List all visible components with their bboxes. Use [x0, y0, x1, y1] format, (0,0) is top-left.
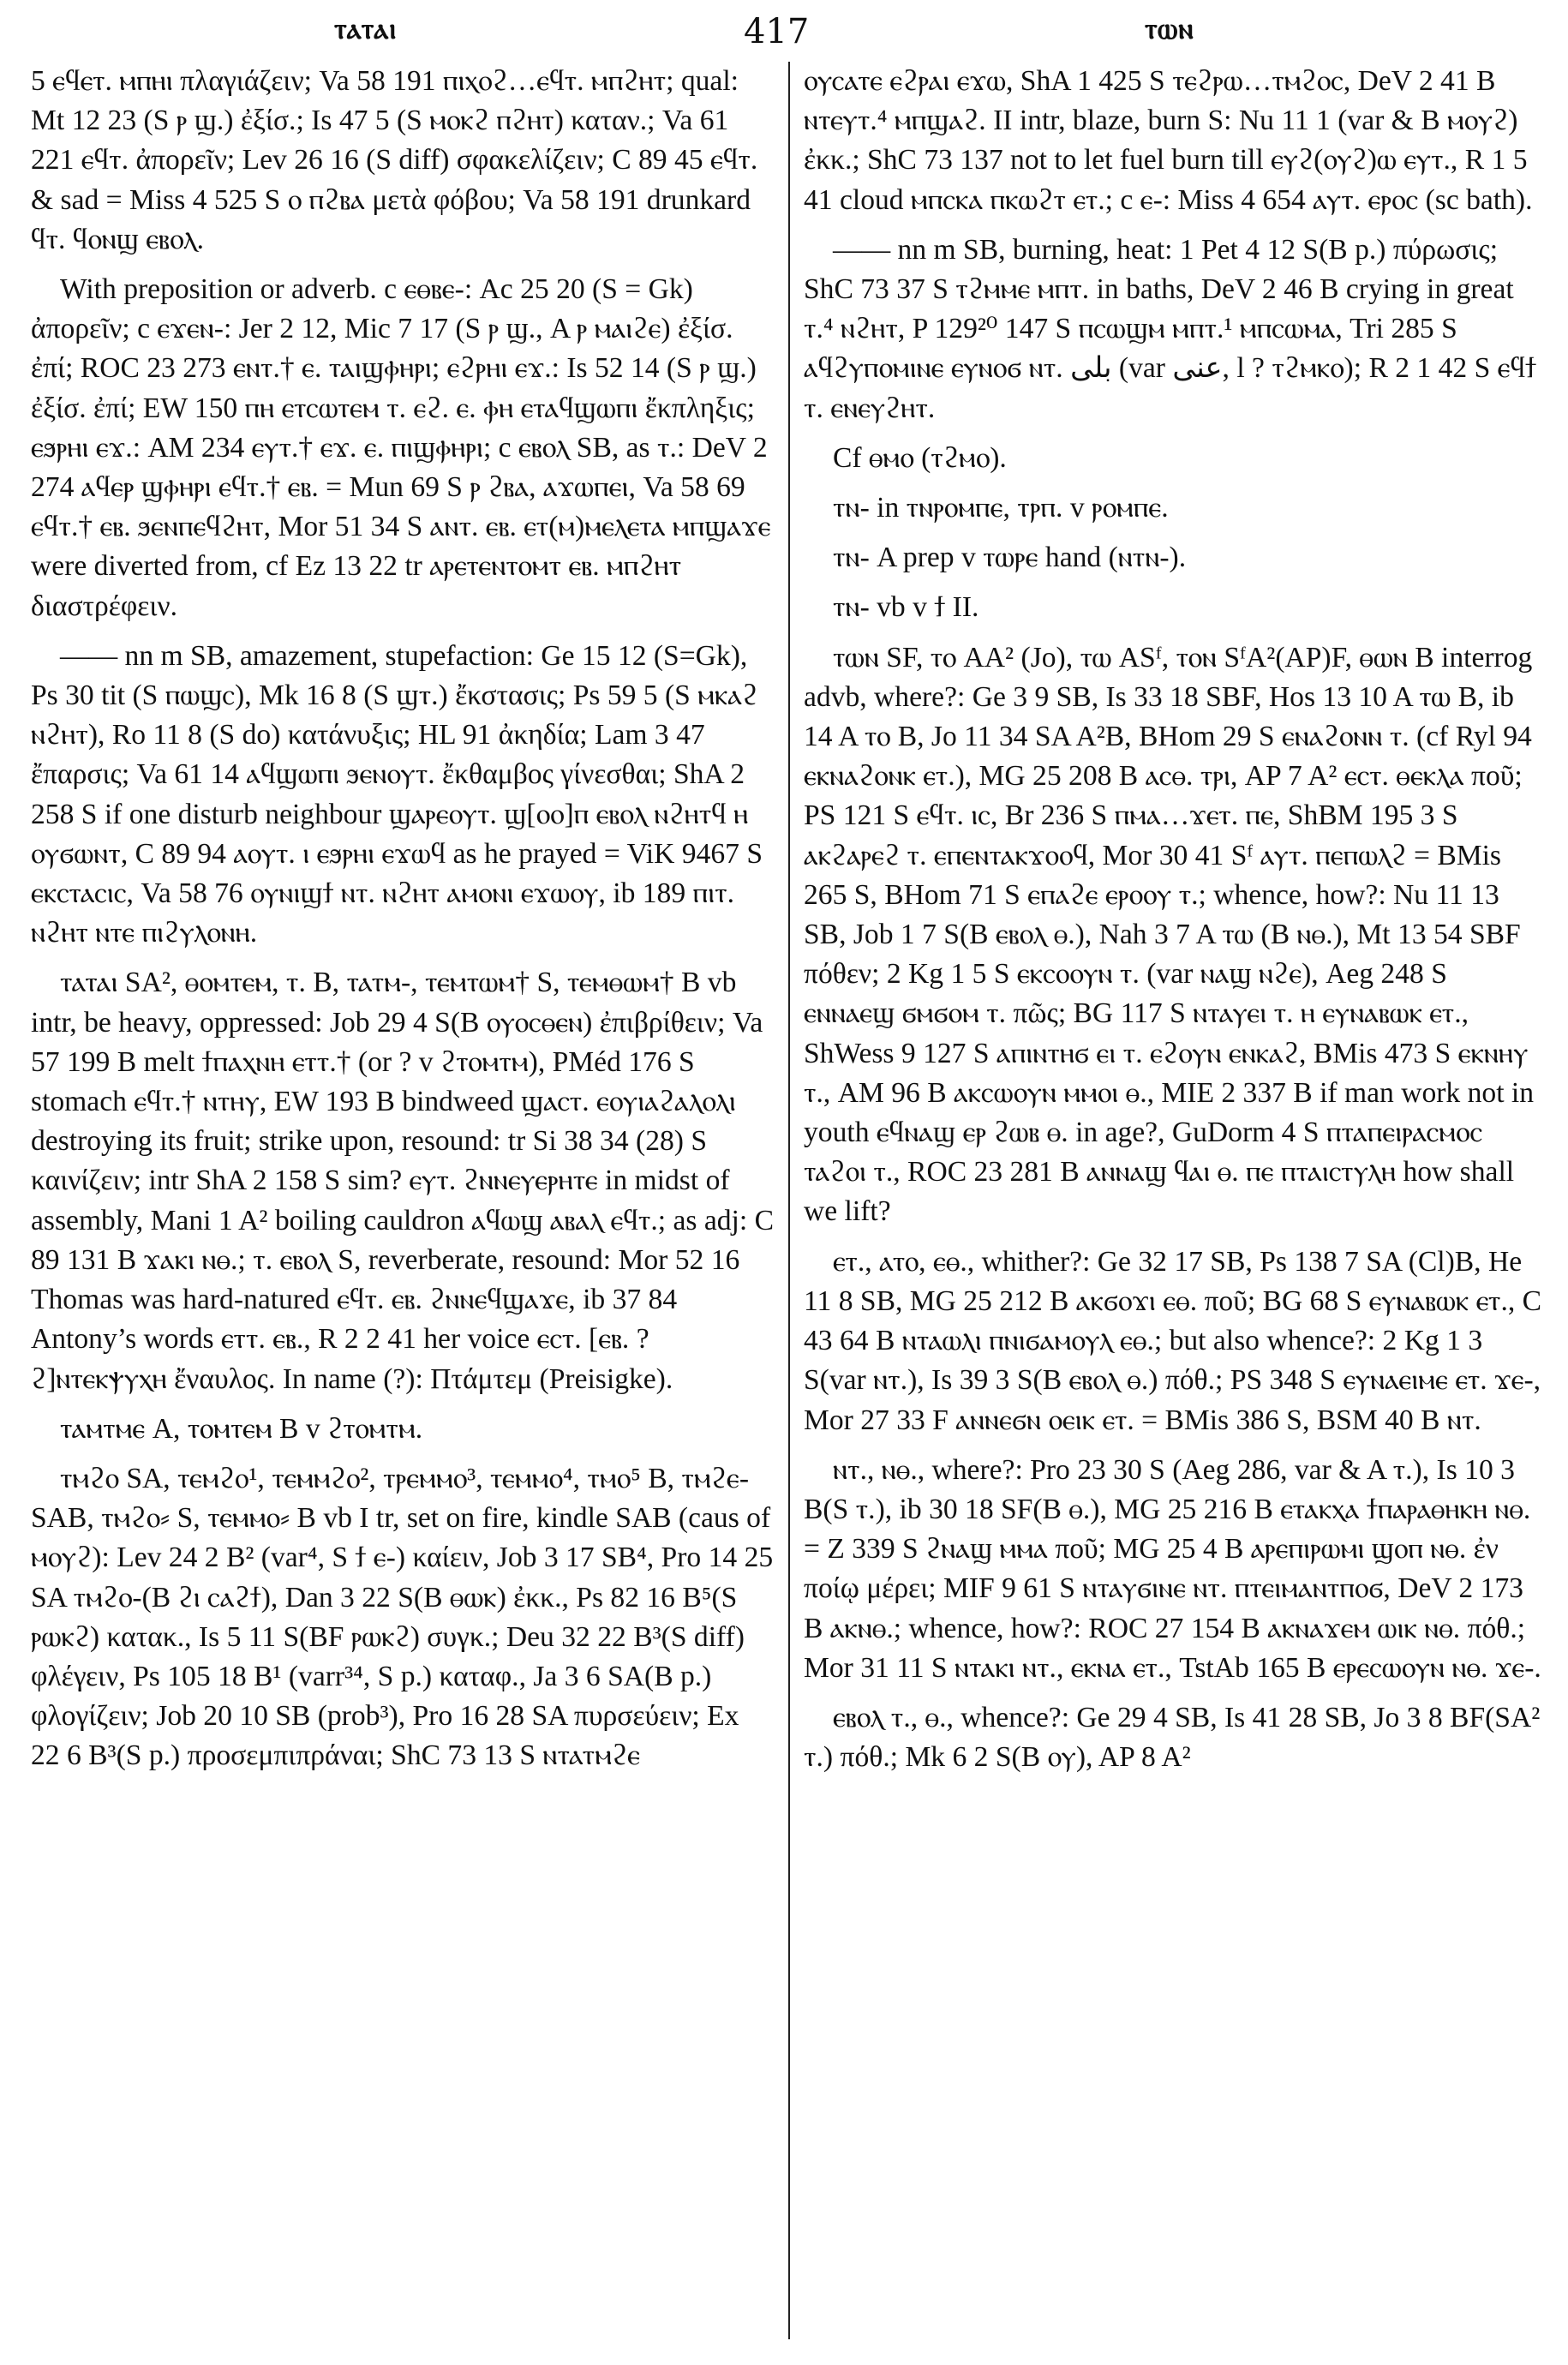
entry-paragraph: 5 ⲉϥⲉⲧ. ⲙⲡⲏⲓ πλαγιάζειν; Va 58 191 ⲡⲓⲭⲟϩ…ⲉϥⲧ. ⲙⲡϩⲏⲧ; qual: Mt 12 23 (S ⲣ ϣ.) ἐξίσ.; Is 47 5 (S ⲙⲟⲕϩ ⲡϩⲏⲧ) καταν.; Va 61 221 ⲉϥⲧ. ἀπορεῖν; Lev 26 16 (S diff) σφακελίζειν; C 89 45 ⲉϥⲧ. & sad = Miss 4 525 S ⲟ ⲡϩⲃⲁ μετὰ φόβου; Va 58 191 drunkard ϥⲧ. ϥⲟⲛϣ ⲉⲃⲟⲗ. [31, 65, 758, 255]
entry-paragraph: ⲧⲛ- vb v ϯ II. [833, 591, 979, 624]
entry-paragraph: ⲧⲁⲙⲧⲙⲉ A, ⲧⲟⲙⲧⲉⲙ B v ϩⲧⲟⲙⲧⲙ. [60, 1412, 423, 1445]
entry-paragraph: ⲧⲱⲛ SF, ⲧⲟ AA² (Jo), ⲧⲱ ASᶠ, ⲧⲟⲛ SᶠA²(AP)F, ⲑⲱⲛ B interrog advb, where?: Ge 3 9 SB, Is 33 18 SBF, Hos 13 10 A ⲧⲱ B, ib 14 A ⲧⲟ B, Jo 11 34 SA A²B, BHom 29 S ⲉⲛⲁϩⲟⲛⲛ ⲧ. (cf Ryl 94 ⲉⲕⲛⲁϩⲟⲛⲕ ⲉⲧ.), MG 25 208 B ⲁⲥⲑ. ⲧⲣⲓ, AP 7 A² ⲉⲥⲧ. ⲑⲉⲕⲗⲁ ποῦ; PS 121 S ⲉϥⲧ. ⲓⲥ, Br 236 S ⲡⲙⲁ…ϫⲉⲧ. ⲡⲉ, ShBM 195 3 S ⲁⲕϩⲁⲣⲉϩ ⲧ. ⲉⲡⲉⲛⲧⲁⲕϫⲟⲟϥ, Mor 30 41 Sᶠ ⲁⲩⲧ. ⲡⲉⲡⲱⲗϩ = BMis 265 S, BHom 71 S ⲉⲡⲁϩⲉ ⲉⲣⲟⲟⲩ ⲧ.; whence, how?: Nu 11 13 SB, Job 1 7 S(B ⲉⲃⲟⲗ ⲑ.), Nah 3 7 A ⲧⲱ (B ⲛⲑ.), Mt 13 54 SBF πόθεν; 2 Kg 1 5 S ⲉⲕⲥⲟⲟⲩⲛ ⲧ. (var ⲛⲁϣ ⲛϩⲉ), Aeg 248 S ⲉⲛⲛⲁⲉϣ ϭⲙϭⲟⲙ ⲧ. πῶς; BG 117 S ⲛⲧⲁⲩⲉⲓ ⲧ. ⲏ ⲉⲩⲛⲁⲃⲱⲕ ⲉⲧ., ShWess 9 127 S ⲁⲡⲓⲛⲧⲏϭ ⲉⲓ ⲧ. ⲉϩⲟⲩⲛ ⲉⲛⲕⲁϩ, BMis 473 S ⲉⲕⲛⲏⲩ ⲧ., AM 96 B ⲁⲕⲥⲱⲟⲩⲛ ⲙⲙⲟⲓ ⲑ., MIE 2 337 B if man work not in youth ⲉϥⲛⲁϣ ⲉⲣ ϩⲱⲃ ⲑ. in age?, GuDorm 4 S ⲡⲧⲁⲡⲉⲓⲣⲁⲥⲙⲟⲥ ⲧⲁϩⲟⲓ ⲧ., ROC 23 281 B ⲁⲛⲛⲁϣ ϥⲁⲓ ⲑ. ⲡⲉ ⲡⲧⲁⲓⲥⲧⲩⲗⲏ how shall we lift? [804, 641, 1535, 1228]
entry-paragraph: —— nn m SB, burning, heat: 1 Pet 4 12 S(B p.) πύρωσις; ShC 73 37 S ⲧϩⲙⲙⲉ ⲙⲡⲧ. in baths, DeV 2 46 B crying in great ⲧ.⁴ ⲛϩⲏⲧ, P 129²⁰ 147 S ⲡⲥⲱϣⲙ ⲙⲡⲧ.¹ ⲙⲡⲥⲱⲙⲁ, Tri 285 S ⲁϥϩⲩⲡⲟⲙⲓⲛⲉ ⲉⲩⲛⲟϭ ⲛⲧ. بلى (var عنى, l ? ⲧϩⲙⲕⲟ); R 2 1 42 S ⲉϥϯ ⲧ. ⲉⲛⲉⲩϩⲏⲧ. [804, 233, 1537, 424]
entry-paragraph: ⲟⲩⲥⲁⲧⲉ ⲉϩⲣⲁⲓ ⲉϫⲱ, ShA 1 425 S ⲧⲉϩⲣⲱ…ⲧⲙϩⲟⲥ, DeV 2 41 B ⲛⲧⲉⲩⲧ.⁴ ⲙⲡϣⲁϩ. II intr, blaze, burn S: Nu 11 1 (var & B ⲙⲟⲩϩ) ἐκκ.; ShC 73 137 not to let fuel burn till ⲉⲩϩ(ⲟⲩϩ)ⲱ ⲉⲩⲧ., R 1 5 41 cloud ⲙⲡⲥⲕⲁ ⲡⲕⲱϩⲧ ⲉⲧ.; c ⲉ-: Miss 4 654 ⲁⲩⲧ. ⲉⲣⲟⲥ (sc bath). [804, 65, 1533, 216]
entry-paragraph: —— nn m SB, amazement, stupefaction: Ge 15 12 (S=Gk), Ps 30 tit (S ⲡⲱϣⲥ), Mk 16 8 (S ϣⲧ.) ἔκστασις; Ps 59 5 (S ⲙⲕⲁϩ ⲛϩⲏⲧ), Ro 11 8 (S do) κατάνυξις; HL 91 ἀκηδία; Lam 3 47 ἔπαρσις; Va 61 14 ⲁϥϣⲱⲡⲓ ϧⲉⲛⲟⲩⲧ. ἔκθαμβος γίνεσθαι; ShA 2 258 S if one disturb neighbour ϣⲁⲣⲉⲟⲩⲧ. ϣ[ⲟⲟ]ⲡ ⲉⲃⲟⲗ ⲛϩⲏⲧϥ ⲏ ⲟⲩϭⲱⲛⲧ, C 89 94 ⲁⲟⲩⲧ. ⲓ ⲉϧⲣⲏⲓ ⲉϫⲱϥ as he prayed = ViK 9467 S ⲉⲕⲥⲧⲁⲥⲓⲥ, Va 58 76 ⲟⲩⲛⲓϣϯ ⲛⲧ. ⲛϩⲏⲧ ⲁⲙⲟⲛⲓ ⲉϫⲱⲟⲩ, ib 189 ⲡⲓⲧ. ⲛϩⲏⲧ ⲛⲧⲉ ⲡⲓϩⲩⲗⲟⲛⲏ. [31, 639, 763, 949]
entry-paragraph: ⲧⲁⲧⲁⲓ SA², ⲑⲟⲙⲧⲉⲙ, ⲧ. B, ⲧⲁⲧⲙ-, ⲧⲉⲙⲧⲱⲙ† S, ⲧⲉⲙⲑⲱⲙ† B vb intr, be heavy, oppressed: Job 29 4 S(B ⲟⲩⲟⲥⲑⲉⲛ) ἐπιβρίθειν; Va 57 199 B melt ϯⲡⲁⲭⲛⲏ ⲉⲧⲧ.† (or ? v ϩⲧⲟⲙⲧⲙ), PMéd 176 S stomach ⲉϥⲧ.† ⲛⲧⲏⲩ, EW 193 B bindweed ϣⲁⲥⲧ. ⲉⲟⲩⲓⲁϩⲁⲗⲟⲗⲓ destroying its fruit; strike upon, resound: tr Si 38 34 (28) S καινίζειν; intr ShA 2 158 S sim? ⲉⲩⲧ. ϩⲛⲛⲉⲩⲉⲣⲏⲧⲉ in midst of assembly, Mani 1 A² boiling cauldron ⲁϥⲱϣ ⲁⲃⲁⲗ ⲉϥⲧ.; as adj: C 89 131 B ϫⲁⲕⲓ ⲛⲑ.; ⲧ. ⲉⲃⲟⲗ S, reverberate, resound: Mor 52 16 Thomas was hard-natured ⲉϥⲧ. ⲉⲃ. ϩⲛⲛⲉϥϣⲁϫⲉ, ib 37 84 Antony’s words ⲉⲧⲧ. ⲉⲃ., R 2 2 41 her voice ⲉⲥⲧ. [ⲉⲃ. ? ϩ]ⲛⲧⲉⲕⲯⲩⲭⲏ ἔναυλος. In name (?): Πτάμτεμ (Preisigke). [31, 967, 775, 1395]
entry-paragraph: ⲧⲙϩⲟ SA, ⲧⲉⲙϩⲟ¹, ⲧⲉⲙⲙϩⲟ², ⲧⲣⲉⲙⲙⲟ³, ⲧⲉⲙⲙⲟ⁴, ⲧⲙⲟ⁵ B, ⲧⲙϩⲉ- SAB, ⲧⲙϩⲟ⸗ S, ⲧⲉⲙⲙⲟ⸗ B vb I tr, set on fire, kindle SAB (caus of ⲙⲟⲩϩ): Lev 24 2 B² (var⁴, S ϯ ⲉ-) καίειν, Job 3 17 SB⁴, Pro 14 25 SA ⲧⲙϩⲟ-(B ϩⲓ ⲥⲁϩϯ), Dan 3 22 S(B ⲑⲱⲕ) ἐκκ., Ps 82 16 B⁵(S ⲣⲱⲕϩ) κατακ., Is 5 11 S(BF ⲣⲱⲕϩ) συγκ.; Deu 32 22 B³(S diff) φλέγειν, Ps 105 18 B¹ (varr³⁴, S p.) καταφ., Ja 3 6 SA(B p.) φλογίζειν; Job 20 10 SB (prob³), Pro 16 28 SA πυρσεύειν; Ex 22 6 B³(S p.) προσεμπιπράναι; ShC 73 13 S ⲛⲧⲁⲧⲙϩⲉ [31, 1462, 774, 1772]
entry-paragraph: ⲧⲛ- A prep v ⲧⲱⲣⲉ hand (ⲛⲧⲛ-). [833, 542, 1187, 574]
entry-paragraph: ⲛⲧ., ⲛⲑ., where?: Pro 23 30 S (Aeg 286, var & A ⲧ.), Is 10 3 B(S ⲧ.), ib 30 18 SF(B ⲑ.), MG 25 216 B ⲉⲧⲁⲕⲭⲁ ϯⲡⲁⲣⲁⲑⲏⲕⲏ ⲛⲑ. = Z 339 S ϩⲛⲁϣ ⲙⲙⲁ ποῦ; MG 25 4 B ⲁⲣⲉⲡⲓⲣⲱⲙⲓ ϣⲟⲡ ⲛⲑ. ἐν ποίῳ μέρει; MIF 9 61 S ⲛⲧⲁⲩϭⲓⲛⲉ ⲛⲧ. ⲡⲧⲉⲓⲙⲁⲛⲧⲡⲟϭ, DeV 2 173 B ⲁⲕⲛⲑ.; whence, how?: ROC 27 154 B ⲁⲕⲛⲁϫⲉⲙ ⲱⲓⲕ ⲛⲑ. πόθ.; Mor 31 11 S ⲛⲧⲁⲕⲓ ⲛⲧ., ⲉⲕⲛⲁ ⲉⲧ., TstAb 165 B ⲉⲣⲉⲥⲱⲟⲩⲛ ⲛⲑ. ϫⲉ-. [804, 1453, 1541, 1684]
entry-paragraph: ⲧⲛ- in ⲧⲛⲣⲟⲙⲡⲉ, ⲧⲣⲡ. v ⲣⲟⲙⲡⲉ. [833, 492, 1169, 524]
column-divider [788, 62, 790, 2339]
left-column [31, 62, 775, 2356]
entry-paragraph: With preposition or adverb. c ⲉⲑⲃⲉ-: Ac 25 20 (S = Gk) ἀπορεῖν; c ⲉϫⲉⲛ-: Jer 2 12, Mic 7 17 (S ⲣ ϣ., A ⲣ ⲙⲁⲓϩⲉ) ἐξίσ. ἐπί; ROC 23 273 ⲉⲛⲧ.† ⲉ. ⲧⲁⲓϣⲫⲏⲣⲓ; ⲉϩⲣⲏⲓ ⲉϫ.: Is 52 14 (S ⲣ ϣ.) ἐξίσ. ἐπί; EW 150 ⲡⲏ ⲉⲧⲥⲱⲧⲉⲙ ⲧ. ⲉϩ. ⲉ. ⲫⲏ ⲉⲧⲁϥϣⲱⲡⲓ ἔκπληξις; ⲉϧⲣⲏⲓ ⲉϫ.: AM 234 ⲉⲩⲧ.† ⲉϫ. ⲉ. ⲡⲓϣⲫⲏⲣⲓ; c ⲉⲃⲟⲗ SB, as ⲧ.: DeV 2 274 ⲁϥⲉⲣ ϣⲫⲏⲣⲓ ⲉϥⲧ.† ⲉⲃ. = Mun 69 S ⲣ ϩⲃⲁ, ⲁϫⲱⲡⲉⲓ, Va 58 69 ⲉϥⲧ.† ⲉⲃ. ϧⲉⲛⲡⲉϥϩⲏⲧ, Mor 51 34 S ⲁⲛⲧ. ⲉⲃ. ⲉⲧ(ⲙ)ⲙⲉⲗⲉⲧⲁ ⲙⲡϣⲁϫⲉ were diverted from, cf Ez 13 22 tr ⲁⲣⲉⲧⲉⲛⲧⲟⲙⲧ ⲉⲃ. ⲙⲡϩⲏⲧ διαστρέφειν. [31, 273, 771, 622]
entry-paragraph: ⲉⲧ., ⲁⲧⲟ, ⲉⲑ., whither?: Ge 32 17 SB, Ps 138 7 SA (Cl)B, He 11 8 SB, MG 25 212 B ⲁⲕϭⲟϫⲓ ⲉⲑ. ποῦ; BG 68 S ⲉⲩⲛⲁⲃⲱⲕ ⲉⲧ., C 43 64 B ⲛⲧⲁⲱⲗⲓ ⲡⲛⲓϭⲁⲙⲟⲩⲗ ⲉⲑ.; but also whence?: 2 Kg 1 3 S(var ⲛⲧ.), Is 39 3 S(B ⲉⲃⲟⲗ ⲑ.) πόθ.; PS 348 S ⲉⲩⲛⲁⲉⲓⲙⲉ ⲉⲧ. ϫⲉ-, Mor 27 33 F ⲁⲛⲛⲉϭⲛ ⲟⲉⲓⲕ ⲉⲧ. = BMis 386 S, BSM 40 B ⲛⲧ. [804, 1245, 1542, 1436]
entry-paragraph: Cf ⲑⲙⲟ (ⲧϩⲙⲟ). [833, 441, 1007, 474]
page-number: 417 [744, 12, 810, 51]
running-head-left: ⲧⲁⲧⲁⲓ [334, 12, 398, 46]
right-column [804, 62, 1542, 2356]
running-head-right: ⲧⲱⲛ [1145, 12, 1194, 46]
entry-paragraph: ⲉⲃⲟⲗ ⲧ., ⲑ., whence?: Ge 29 4 SB, Is 41 28 SB, Jo 3 8 BF(SA² ⲧ.) πόθ.; Mk 6 2 S(B ⲟⲩ), AP 8 A² [804, 1701, 1541, 1774]
